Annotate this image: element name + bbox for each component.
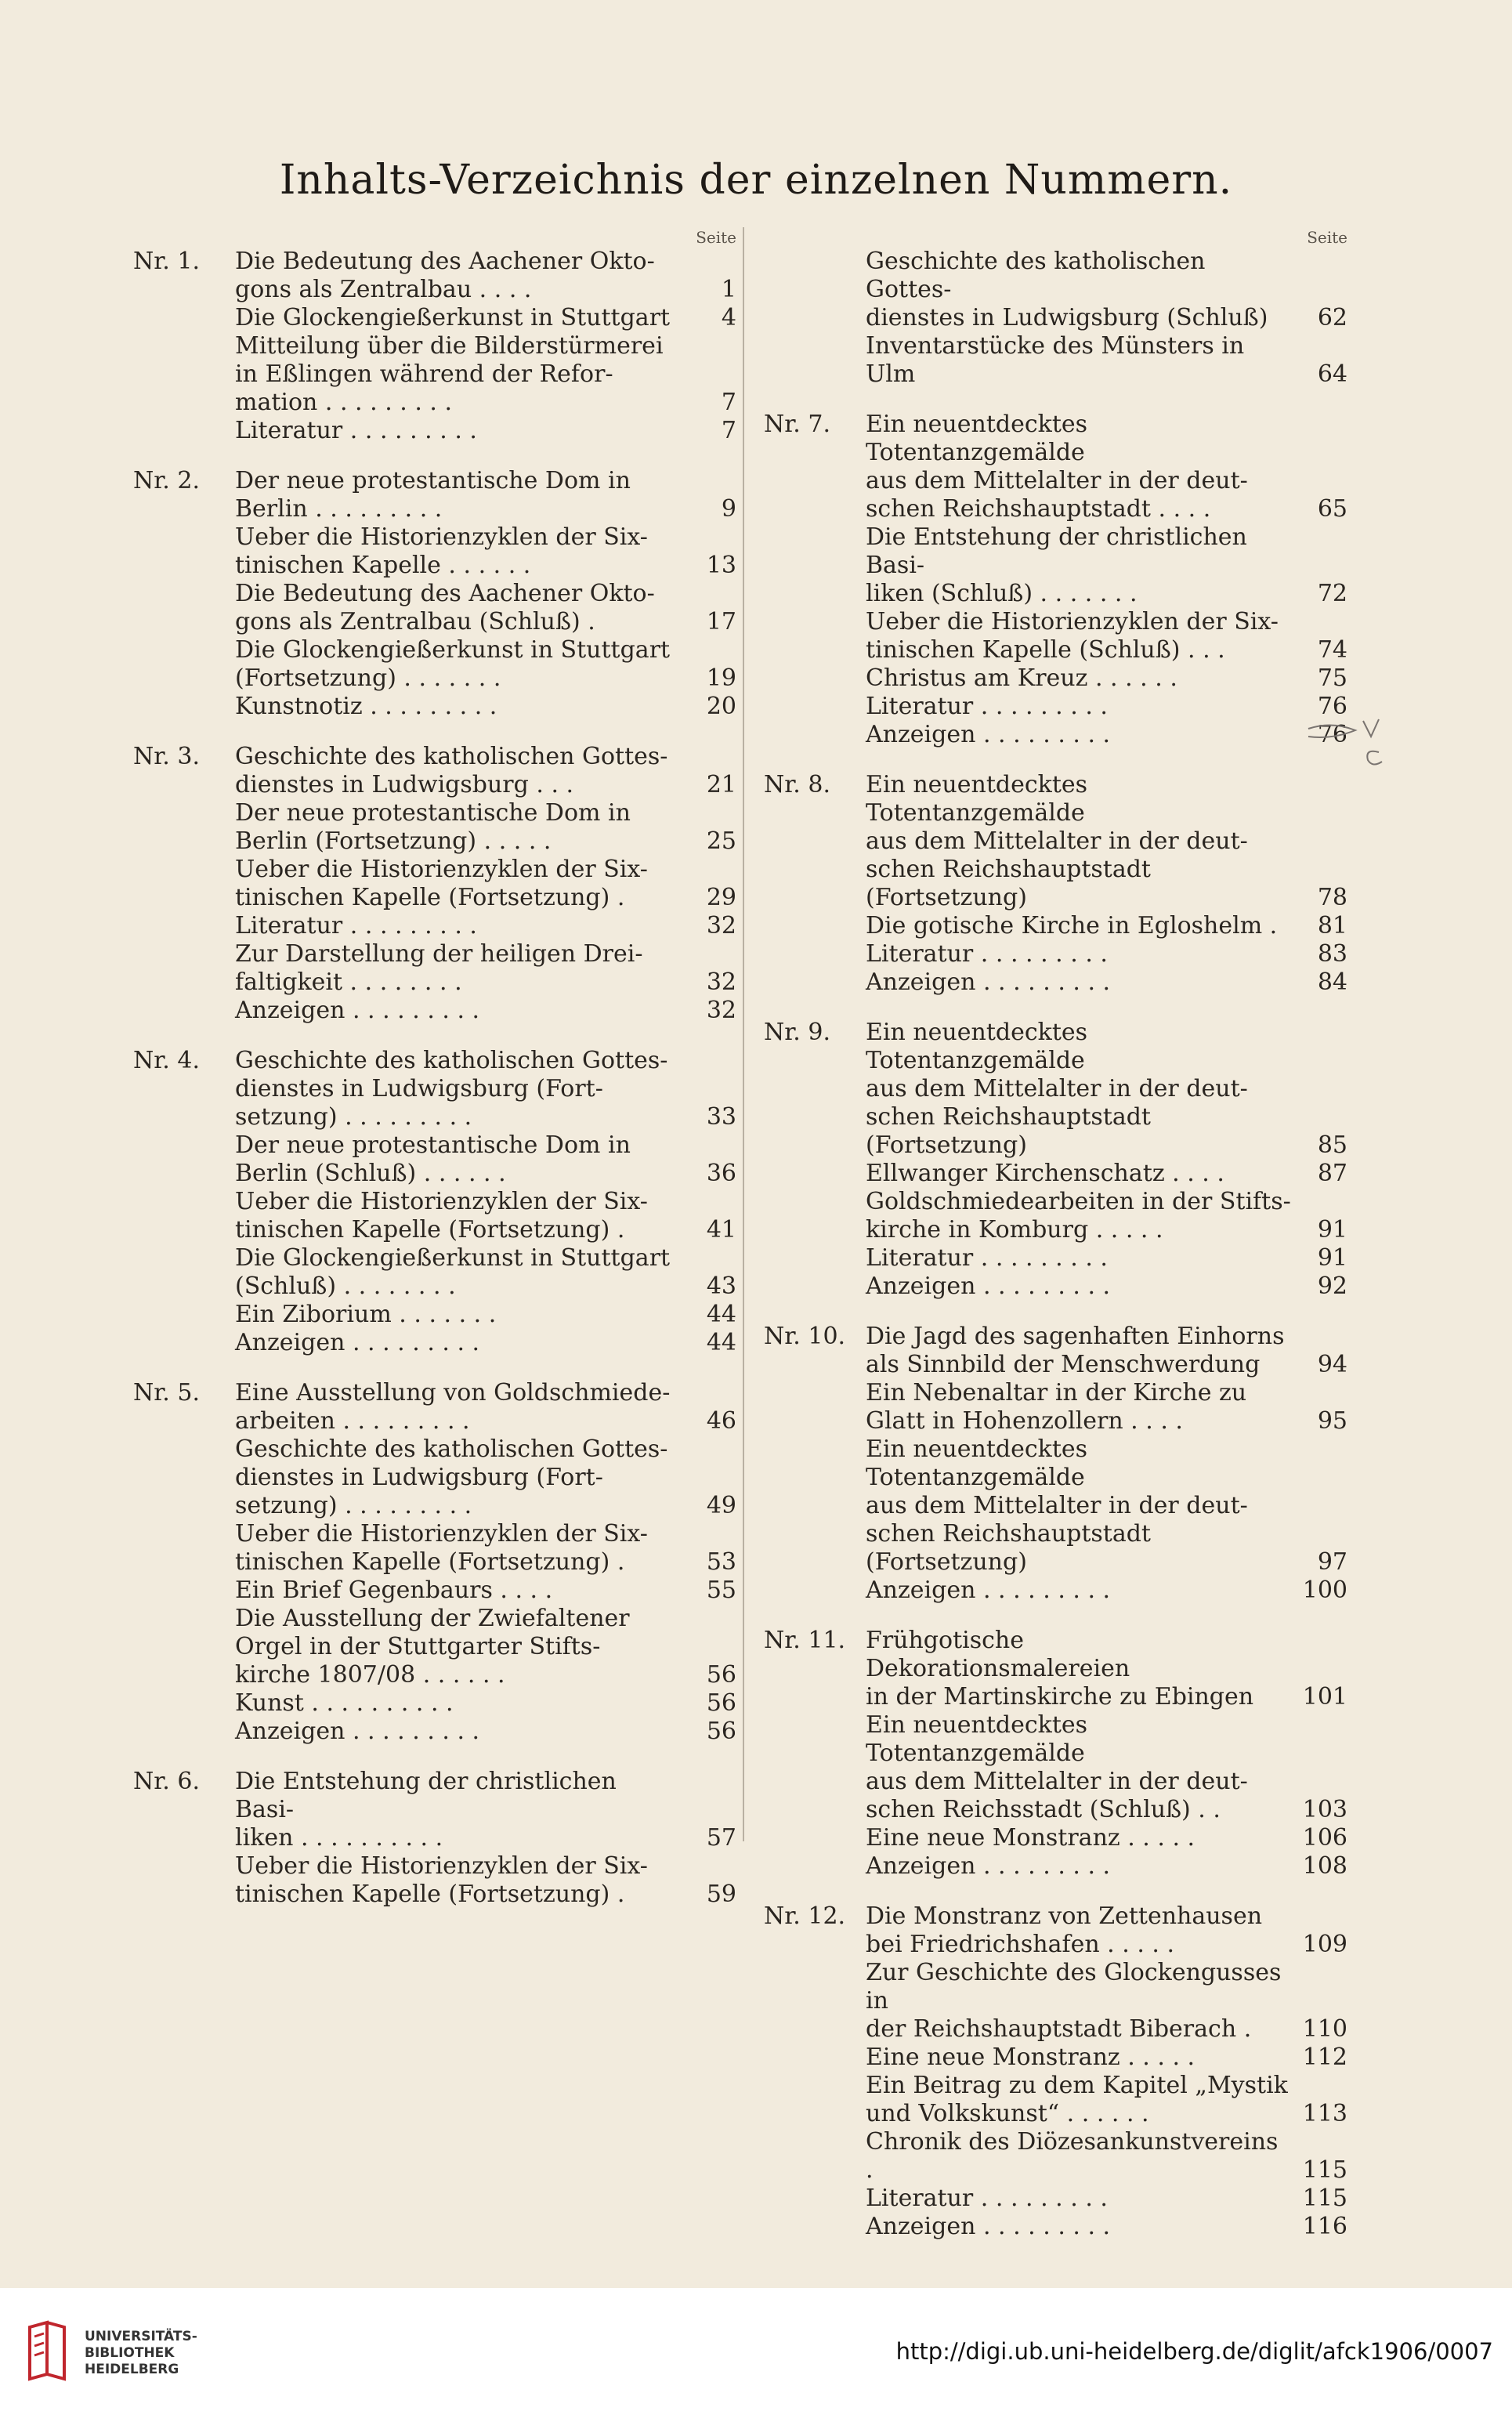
issue-entries: [235, 467, 736, 721]
issue-entries: [866, 1902, 1347, 2241]
toc-entry: [866, 1902, 1347, 1959]
entry-page-number: 76: [1317, 721, 1347, 748]
issue-entries: [235, 743, 736, 1025]
entry-title: Geschichte des katholischen Gottes- dienstes in Ludwigsburg (Schluß): [866, 248, 1268, 331]
issue-number: Nr. 11.: [764, 1627, 846, 1654]
entry-title: Mitteilung über die Bilderstürmerei in Eßlingen während der Refor- mation . . . . . . . . .: [235, 332, 664, 416]
toc-issue: [133, 248, 736, 445]
entry-title: Anzeigen . . . . . . . . .: [866, 968, 1111, 996]
entry-title: Ueber die Historienzyklen der Six- tinischen Kapelle (Fortsetzung) .: [235, 1188, 648, 1244]
toc-entry: [235, 636, 736, 693]
toc-entry: [235, 1718, 736, 1746]
entry-title: Ueber die Historienzyklen der Six- tinischen Kapelle (Fortsetzung) .: [235, 856, 648, 911]
toc-entry: [235, 580, 736, 636]
entry-title: Anzeigen . . . . . . . . .: [866, 721, 1111, 748]
toc-entry: [866, 1824, 1347, 1852]
entry-title: Anzeigen . . . . . . . . .: [235, 1329, 480, 1356]
entry-title: Die gotische Kirche in Egloshelm .: [866, 912, 1278, 939]
right-issue-list: [764, 248, 1347, 2241]
toc-entry: [866, 1852, 1347, 1881]
entry-title: Ueber die Historienzyklen der Six- tinischen Kapelle . . . . . .: [235, 523, 648, 579]
entry-page-number: 59: [706, 1881, 736, 1908]
entry-page-number: 33: [706, 1103, 736, 1131]
entry-title: Anzeigen . . . . . . . . .: [866, 1852, 1111, 1880]
toc-entry: [235, 1605, 736, 1689]
entry-page-number: 64: [1317, 360, 1347, 388]
entry-title: Inventarstücke des Münsters in Ulm: [866, 332, 1245, 388]
toc-entry: [866, 608, 1347, 664]
entry-title: Literatur . . . . . . . . .: [235, 417, 477, 444]
entry-page-number: 32: [706, 912, 736, 939]
entry-page-number: 55: [706, 1577, 736, 1604]
toc-entry: [866, 332, 1347, 389]
entry-title: Der neue protestantische Dom in Berlin (Schluß) . . . . . .: [235, 1131, 631, 1187]
issue-number: Nr. 10.: [764, 1323, 846, 1350]
pencil-annotation: [1300, 705, 1394, 799]
entry-page-number: 83: [1317, 940, 1347, 968]
issue-number: Nr. 4.: [133, 1047, 200, 1074]
issue-entries: [866, 771, 1347, 997]
entry-page-number: 91: [1317, 1244, 1347, 1272]
library-name: UNIVERSITÄTS- BIBLIOTHEK HEIDELBERG: [85, 2329, 197, 2377]
entry-page-number: 95: [1317, 1407, 1347, 1435]
entry-title: Kunst . . . . . . . . . .: [235, 1689, 454, 1717]
toc-entry: [235, 693, 736, 721]
issue-entries: [235, 1379, 736, 1746]
entry-title: Ueber die Historienzyklen der Six- tinischen Kapelle (Fortsetzung) .: [235, 1520, 648, 1576]
issue-entries: [235, 1768, 736, 1909]
entry-page-number: 100: [1302, 1577, 1347, 1604]
entry-title: Ein neuentdecktes Totentanzgemälde aus dem Mittelalter in der deut- schen Reichshauptstadt (Fortsetzung): [866, 1019, 1248, 1159]
toc-entry: [235, 1768, 736, 1852]
issue-entries: [866, 1323, 1347, 1605]
entry-title: Literatur . . . . . . . . .: [866, 1244, 1108, 1272]
entry-title: Literatur . . . . . . . . .: [866, 2185, 1108, 2212]
entry-title: Die Glockengießerkunst in Stuttgart (Fortsetzung) . . . . . . .: [235, 636, 671, 692]
entry-page-number: 87: [1317, 1160, 1347, 1187]
toc-entry: [866, 1323, 1347, 1379]
toc-entry: [235, 1577, 736, 1605]
issue-number: Nr. 9.: [764, 1019, 830, 1046]
entry-page-number: 9: [721, 495, 736, 523]
toc-issue: [764, 771, 1347, 997]
entry-page-number: 56: [706, 1718, 736, 1745]
toc-issue: [764, 1627, 1347, 1881]
entry-page-number: 25: [706, 827, 736, 855]
toc-entry: [866, 2213, 1347, 2241]
issue-number: Nr. 6.: [133, 1768, 200, 1795]
entry-title: Die Monstranz von Zettenhausen bei Friedrichshafen . . . . .: [866, 1902, 1263, 1958]
toc-entry: [235, 1520, 736, 1577]
toc-issue: [764, 1019, 1347, 1301]
entry-page-number: 115: [1302, 2185, 1347, 2212]
issue-entries: [866, 1019, 1347, 1301]
issue-number: Nr. 1.: [133, 248, 200, 275]
entry-title: Ellwanger Kirchenschatz . . . .: [866, 1160, 1224, 1187]
entry-title: Geschichte des katholischen Gottes- dienstes in Ludwigsburg . . .: [235, 743, 668, 798]
entry-page-number: 53: [706, 1548, 736, 1576]
entry-page-number: 1: [721, 276, 736, 303]
toc-issue: [133, 743, 736, 1025]
entry-page-number: 46: [706, 1407, 736, 1435]
entry-page-number: 78: [1317, 884, 1347, 911]
entry-title: Zur Geschichte des Glockengusses in der Reichshauptstadt Biberach .: [866, 1959, 1282, 2043]
entry-title: Frühgotische Dekorationsmalereien in der Martinskirche zu Ebingen: [866, 1627, 1254, 1711]
library-footer: [0, 2288, 1512, 2411]
toc-entry: [235, 1435, 736, 1520]
entry-title: Eine neue Monstranz . . . . .: [866, 2044, 1195, 2071]
entry-page-number: 97: [1317, 1548, 1347, 1576]
toc-entry: [866, 1435, 1347, 1577]
entry-page-number: 112: [1302, 2044, 1347, 2071]
toc-entry: [866, 411, 1347, 523]
entry-title: Ein Nebenaltar in der Kirche zu Glatt in Hohenzollern . . . .: [866, 1379, 1247, 1435]
entry-title: Die Entstehung der christlichen Basi- liken . . . . . . . . . .: [235, 1768, 617, 1852]
toc-issue: [764, 1902, 1347, 2241]
entry-title: Ein Brief Gegenbaurs . . . .: [235, 1577, 553, 1604]
entry-page-number: 75: [1317, 664, 1347, 692]
entry-title: Anzeigen . . . . . . . . .: [235, 1718, 480, 1745]
entry-title: Anzeigen . . . . . . . . .: [866, 1272, 1111, 1300]
entry-page-number: 72: [1317, 580, 1347, 607]
toc-left-column: [133, 227, 736, 1931]
entry-page-number: 21: [706, 771, 736, 798]
toc-entry: [866, 1379, 1347, 1435]
toc-entry: [866, 2072, 1347, 2128]
toc-entry: [866, 1959, 1347, 2044]
entry-page-number: 94: [1317, 1351, 1347, 1378]
toc-entry: [866, 1577, 1347, 1605]
toc-entry: [235, 1047, 736, 1131]
entry-title: Ueber die Historienzyklen der Six- tinischen Kapelle (Fortsetzung) .: [235, 1852, 648, 1908]
left-issue-list: [133, 248, 736, 1909]
entry-title: Die Bedeutung des Aachener Okto- gons als Zentralbau (Schluß) .: [235, 580, 655, 635]
entry-title: Christus am Kreuz . . . . . .: [866, 664, 1177, 692]
entry-title: Die Bedeutung des Aachener Okto- gons als Zentralbau . . . .: [235, 248, 655, 303]
issue-entries: [866, 1627, 1347, 1881]
entry-page-number: 65: [1317, 495, 1347, 523]
toc-entry: [866, 1188, 1347, 1244]
entry-page-number: 116: [1302, 2213, 1347, 2240]
toc-entry: [866, 940, 1347, 968]
toc-entry: [235, 332, 736, 417]
toc-entry: [235, 997, 736, 1025]
toc-entry: [866, 1711, 1347, 1824]
entry-page-number: 85: [1317, 1131, 1347, 1159]
toc-entry: [866, 693, 1347, 721]
entry-title: Anzeigen . . . . . . . . .: [866, 2213, 1111, 2240]
entry-title: Ein neuentdecktes Totentanzgemälde aus dem Mittelalter in der deut- schen Reichshauptstadt (Fortsetzung): [866, 771, 1248, 911]
entry-page-number: 36: [706, 1160, 736, 1187]
entry-page-number: 57: [706, 1824, 736, 1852]
entry-title: Ein Ziborium . . . . . . .: [235, 1301, 497, 1328]
issue-number: Nr. 7.: [764, 411, 830, 438]
entry-title: Goldschmiedearbeiten in der Stifts- kirche in Komburg . . . . .: [866, 1188, 1291, 1244]
entry-title: Literatur . . . . . . . . .: [866, 940, 1108, 968]
toc-entry: [235, 467, 736, 523]
entry-page-number: 49: [706, 1492, 736, 1519]
entry-page-number: 32: [706, 997, 736, 1024]
toc-issue: [764, 1323, 1347, 1605]
issue-number: Nr. 2.: [133, 467, 200, 494]
toc-entry: [866, 248, 1347, 332]
issue-number: Nr. 3.: [133, 743, 200, 770]
issue-number: Nr. 12.: [764, 1902, 846, 1930]
entry-page-number: 4: [721, 304, 736, 331]
toc-entry: [235, 912, 736, 940]
entry-title: Literatur . . . . . . . . .: [866, 693, 1108, 720]
toc-entry: [235, 1301, 736, 1329]
entry-page-number: 44: [706, 1301, 736, 1328]
entry-title: Chronik des Diözesankunstvereins .: [866, 2128, 1279, 2184]
entry-title: Anzeigen . . . . . . . . .: [866, 1577, 1111, 1604]
toc-issue: [133, 1379, 736, 1746]
entry-page-number: 7: [721, 389, 736, 416]
entry-title: Ein neuentdecktes Totentanzgemälde aus dem Mittelalter in der deut- schen Reichshauptstadt (Fortsetzung): [866, 1435, 1248, 1576]
issue-entries: [235, 248, 736, 445]
entry-title: Eine neue Monstranz . . . . .: [866, 1824, 1195, 1852]
entry-page-number: 17: [706, 608, 736, 635]
toc-entry: [235, 1379, 736, 1435]
entry-title: Geschichte des katholischen Gottes- dienstes in Ludwigsburg (Fort- setzung) . . . . . . . . .: [235, 1047, 668, 1131]
entry-title: Ueber die Historienzyklen der Six- tinischen Kapelle (Schluß) . . .: [866, 608, 1279, 664]
toc-issue: [133, 1047, 736, 1357]
toc-entry: [866, 1160, 1347, 1188]
toc-entry: [235, 940, 736, 997]
entry-page-number: 103: [1302, 1796, 1347, 1823]
library-logo-icon: [24, 2319, 71, 2382]
toc-entry: [866, 1244, 1347, 1272]
toc-entry: [235, 523, 736, 580]
entry-page-number: 20: [706, 693, 736, 720]
toc-issue: [764, 248, 1347, 389]
toc-entry: [866, 1627, 1347, 1711]
entry-page-number: 41: [706, 1216, 736, 1244]
entry-page-number: 56: [706, 1689, 736, 1717]
toc-entry: [235, 856, 736, 912]
entry-page-number: 115: [1302, 2156, 1347, 2184]
entry-title: Ein neuentdecktes Totentanzgemälde aus dem Mittelalter in der deut- schen Reichsstadt (Schluß) . .: [866, 1711, 1248, 1823]
toc-entry: [235, 1244, 736, 1301]
entry-page-number: 109: [1302, 1931, 1347, 1958]
toc-entry: [235, 799, 736, 856]
entry-page-number: 19: [706, 664, 736, 692]
entry-page-number: 110: [1302, 2015, 1347, 2043]
toc-entry: [866, 523, 1347, 608]
entry-page-number: 81: [1317, 912, 1347, 939]
entry-title: Geschichte des katholischen Gottes- dienstes in Ludwigsburg (Fort- setzung) . . . . . . . . .: [235, 1435, 668, 1519]
entry-page-number: 7: [721, 417, 736, 444]
toc-entry: [866, 721, 1347, 749]
toc-entry: [235, 1188, 736, 1244]
issue-entries: [235, 1047, 736, 1357]
entry-page-number: 74: [1317, 636, 1347, 664]
toc-entry: [866, 2185, 1347, 2213]
entry-title: Der neue protestantische Dom in Berlin (Fortsetzung) . . . . .: [235, 799, 631, 855]
entry-page-number: 76: [1317, 693, 1347, 720]
entry-page-number: 43: [706, 1272, 736, 1300]
entry-page-number: 32: [706, 968, 736, 996]
entry-page-number: 62: [1317, 304, 1347, 331]
toc-entry: [866, 912, 1347, 940]
toc-issue: [133, 467, 736, 721]
entry-title: Literatur . . . . . . . . .: [235, 912, 477, 939]
toc-entry: [866, 968, 1347, 997]
entry-page-number: 91: [1317, 1216, 1347, 1244]
toc-entry: [235, 743, 736, 799]
issue-number: Nr. 8.: [764, 771, 830, 798]
entry-page-number: 29: [706, 884, 736, 911]
issue-entries: [866, 411, 1347, 749]
toc-entry: [235, 1131, 736, 1188]
entry-title: Ein Beitrag zu dem Kapitel „Mystik und Volkskunst“ . . . . . .: [866, 2072, 1288, 2127]
entry-title: Zur Darstellung der heiligen Drei- faltigkeit . . . . . . . .: [235, 940, 643, 996]
entry-title: Die Glockengießerkunst in Stuttgart: [235, 304, 671, 331]
toc-entry: [235, 1852, 736, 1909]
toc-entry: [866, 2128, 1347, 2185]
entry-title: Eine Ausstellung von Goldschmiede- arbeiten . . . . . . . . .: [235, 1379, 671, 1435]
toc-issue: [133, 1768, 736, 1909]
toc-entry: [235, 304, 736, 332]
seite-label: Seite: [1307, 228, 1347, 247]
toc-entry: [866, 1272, 1347, 1301]
entry-title: Die Ausstellung der Zwiefaltener Orgel in der Stuttgarter Stifts- kirche 1807/08 . . . . . .: [235, 1605, 630, 1689]
entry-page-number: 101: [1302, 1683, 1347, 1711]
entry-title: Ein neuentdecktes Totentanzgemälde aus dem Mittelalter in der deut- schen Reichshauptstadt . . . .: [866, 411, 1248, 523]
toc-entry: [866, 771, 1347, 912]
toc-entry: [866, 1019, 1347, 1160]
entry-page-number: 84: [1317, 968, 1347, 996]
entry-title: Der neue protestantische Dom in Berlin . . . . . . . . .: [235, 467, 631, 523]
toc-entry: [235, 1329, 736, 1357]
seite-label: Seite: [696, 228, 736, 247]
entry-page-number: 106: [1302, 1824, 1347, 1852]
entry-page-number: 92: [1317, 1272, 1347, 1300]
toc-issue: [764, 411, 1347, 749]
toc-entry: [866, 664, 1347, 693]
source-url-link[interactable]: http://digi.ub.uni-heidelberg.de/diglit/afck1906/0007: [895, 2338, 1493, 2365]
entry-title: Anzeigen . . . . . . . . .: [235, 997, 480, 1024]
entry-title: Die Glockengießerkunst in Stuttgart (Schluß) . . . . . . . .: [235, 1244, 671, 1300]
toc-entry: [235, 417, 736, 445]
issue-entries: [866, 248, 1347, 389]
toc-right-column: [764, 227, 1347, 2263]
entry-page-number: 56: [706, 1661, 736, 1689]
toc-entry: [235, 1689, 736, 1718]
entry-title: Kunstnotiz . . . . . . . . .: [235, 693, 497, 720]
toc-entry: [235, 248, 736, 304]
toc-entry: [866, 2044, 1347, 2072]
entry-title: Die Entstehung der christlichen Basi- liken (Schluß) . . . . . . .: [866, 523, 1247, 607]
entry-page-number: 108: [1302, 1852, 1347, 1880]
issue-number: Nr. 5.: [133, 1379, 200, 1406]
column-divider: [743, 227, 744, 1841]
entry-page-number: 13: [706, 552, 736, 579]
entry-page-number: 113: [1302, 2100, 1347, 2127]
entry-title: Die Jagd des sagenhaften Einhorns als Sinnbild der Menschwerdung: [866, 1323, 1285, 1378]
page-title: Inhalts-Verzeichnis der einzelnen Nummern.: [279, 157, 1233, 204]
entry-page-number: 44: [706, 1329, 736, 1356]
